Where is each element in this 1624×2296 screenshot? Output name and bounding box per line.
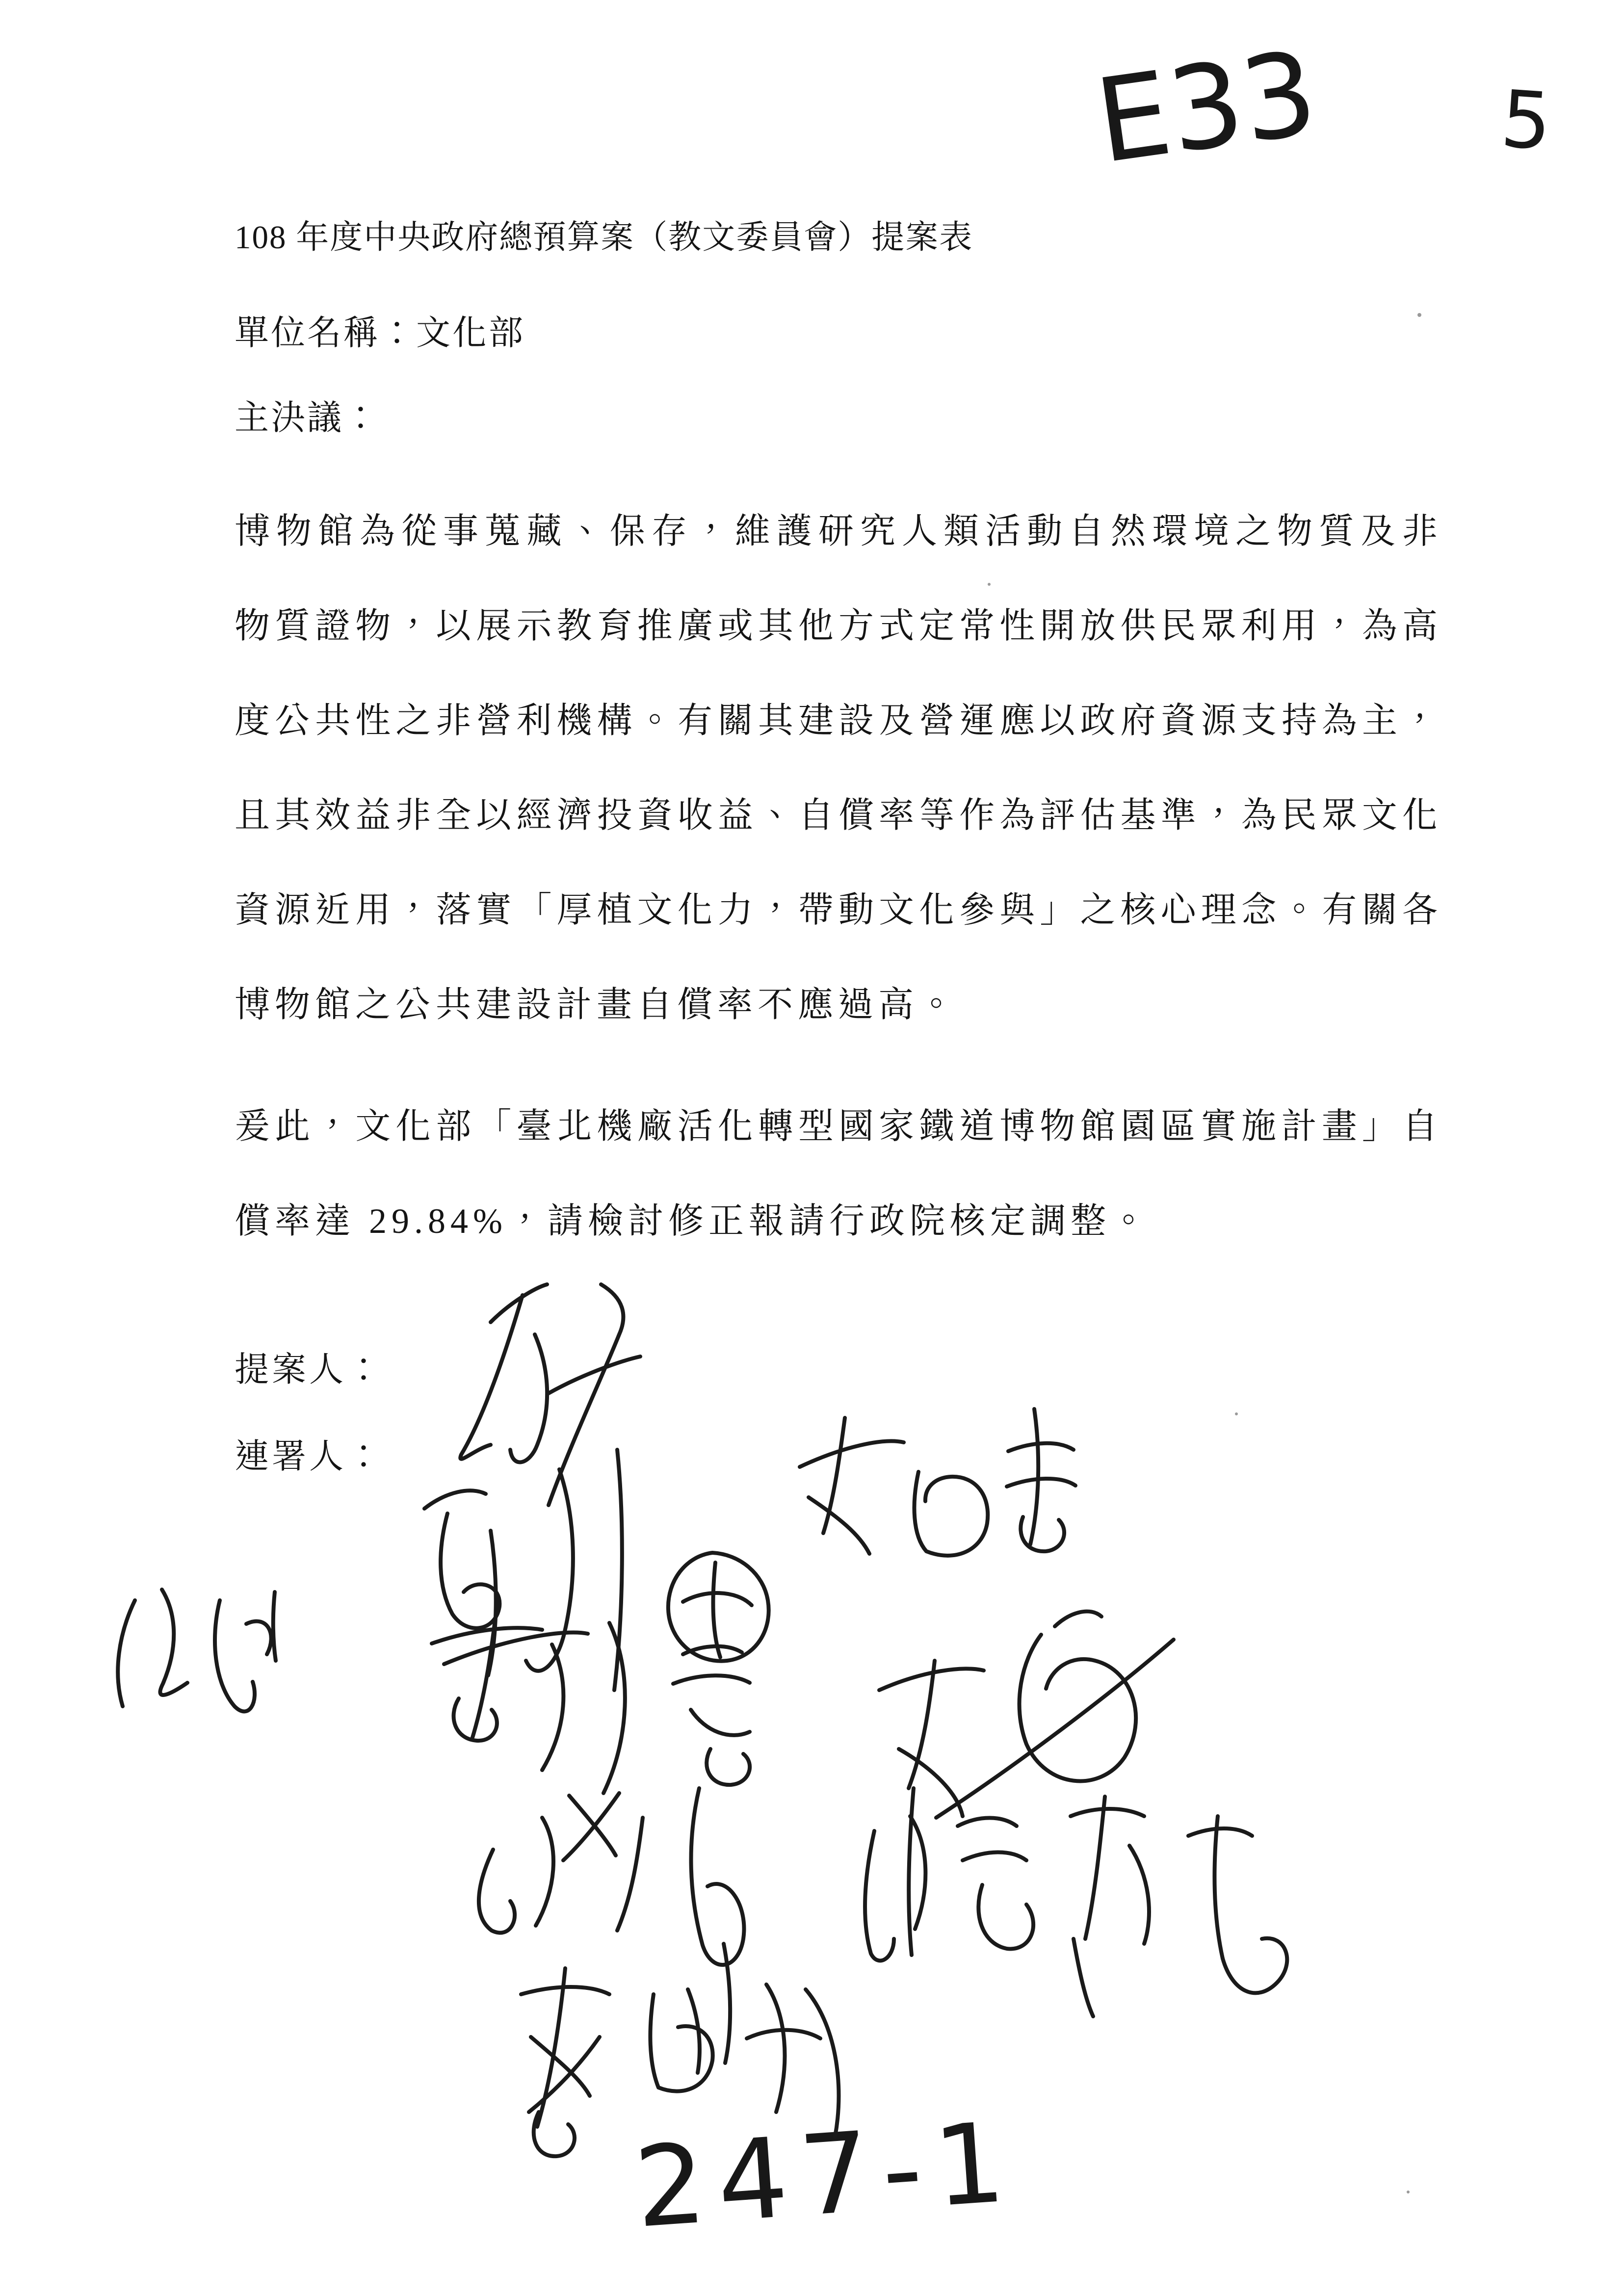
resolution-line: 償率達 29.84%，請檢討修正報請行政院核定調整。 (235, 1201, 1151, 1241)
signature-cosigner-4 (444, 1623, 750, 1793)
cosigner-label: 連署人： (235, 1438, 384, 1476)
proposer-label: 提案人： (235, 1351, 384, 1389)
resolution-heading: 主決議： (235, 399, 380, 437)
resolution-line: 爰此，文化部「臺北機廠活化轉型國家鐵道博物館園區實施計畫」自 (235, 1107, 1438, 1146)
scan-speck (988, 583, 991, 586)
resolution-line: 資源近用，落實「厚植文化力，帶動文化參與」之核心理念。有關各 (235, 890, 1438, 930)
unit-name-line: 單位名稱：文化部 (235, 314, 525, 352)
scan-speck (1235, 1412, 1238, 1415)
scan-speck (1407, 2191, 1410, 2193)
document-title: 108 年度中央政府總預算案（教文委員會）提案表 (235, 219, 973, 256)
resolution-line: 度公共性之非營利機構。有關其建設及營運應以政府資源支持為主， (235, 701, 1438, 740)
resolution-line: 物質證物，以展示教育推廣或其他方式定常性開放供民眾利用，為高 (235, 606, 1438, 646)
resolution-line: 且其效益非全以經濟投資收益、自償率等作為評估基準，為民眾文化 (235, 796, 1438, 835)
signature-proposer-1 (460, 1284, 640, 1505)
handwritten-page-number: 5 (1498, 73, 1554, 168)
signature-cosigner-2 (800, 1409, 1075, 1556)
scan-speck (1417, 313, 1421, 317)
handwritten-top-code: E33 (1088, 26, 1325, 189)
handwritten-document-number: 247-1 (630, 2098, 1021, 2253)
signature-cosigner-3 (118, 1590, 276, 1711)
signature-cosigner-7 (865, 1797, 1287, 2016)
resolution-line: 博物館之公共建設計畫自償率不應過高。 (235, 985, 959, 1024)
signature-cosigner-6 (479, 1788, 744, 2063)
resolution-line: 博物館為從事蒐藏、保存，維護研究人類活動自然環境之物質及非 (235, 512, 1438, 551)
